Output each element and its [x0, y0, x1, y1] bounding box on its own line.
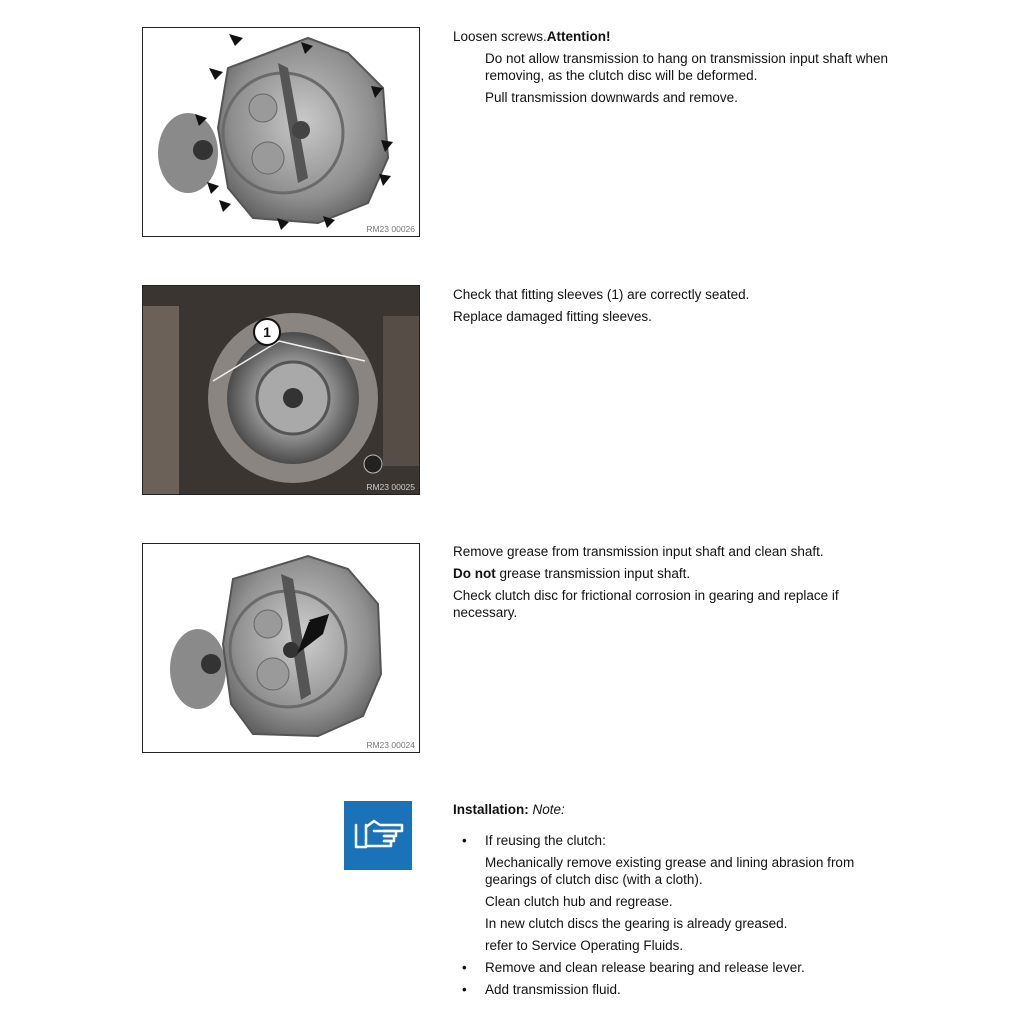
list-item [453, 959, 893, 976]
do-not-label: Do not [453, 566, 496, 581]
figure-caption: RM23 00026 [366, 224, 415, 234]
attention-label: Attention! [546, 29, 611, 44]
installation-heading: Installation: [453, 802, 529, 817]
bullet: • [462, 982, 467, 997]
step-1-text [453, 28, 893, 111]
note-label: Note: [532, 802, 565, 817]
clutch-photo [143, 286, 420, 495]
sub-item: refer to Service Operating Fluids. [485, 938, 684, 953]
installation-list [453, 832, 893, 998]
sub-item: In new clutch discs the gearing is already greased. [485, 916, 788, 931]
figure-fitting-sleeves [142, 285, 420, 495]
step-1-warning: Do not allow transmission to hang on transmission input shaft when removing, as the clutch disc will be deformed. [485, 51, 888, 83]
sub-item: Clean clutch hub and regrease. [485, 894, 673, 909]
figure-caption: RM23 00025 [366, 482, 415, 492]
transmission-photo-1 [143, 28, 420, 237]
bullet: • [462, 833, 467, 848]
step-3-line-3: Check clutch disc for frictional corrosion in gearing and replace if necessary. [453, 588, 839, 620]
list-item [453, 981, 893, 998]
step-3-text [453, 543, 873, 626]
list-item [453, 832, 893, 849]
pointing-hand-note-icon [344, 801, 412, 870]
step-1-lead: Loosen screws. [453, 29, 547, 44]
step-3-line-1: Remove grease from transmission input shaft and clean shaft. [453, 544, 824, 559]
step-2-line-1: Check that fitting sleeves (1) are correctly seated. [453, 287, 750, 302]
step-1-instruction: Pull transmission downwards and remove. [485, 90, 738, 105]
installation-text [453, 801, 893, 1003]
figure-transmission-screws [142, 27, 420, 237]
step-2-line-2: Replace damaged fitting sleeves. [453, 309, 652, 324]
list-item-text: If reusing the clutch: [485, 833, 606, 848]
sub-item: Mechanically remove existing grease and lining abrasion from gearings of clutch disc (with a cloth). [485, 855, 855, 887]
figure-input-shaft [142, 543, 420, 753]
step-3-line-2: grease transmission input shaft. [495, 566, 691, 581]
list-item-text: Remove and clean release bearing and release lever. [485, 960, 805, 975]
figure-caption: RM23 00024 [366, 740, 415, 750]
transmission-photo-2 [143, 544, 420, 753]
step-2-text [453, 286, 893, 330]
bullet: • [462, 960, 467, 975]
list-item-text: Add transmission fluid. [485, 982, 621, 997]
callout-number: 1 [263, 324, 271, 340]
